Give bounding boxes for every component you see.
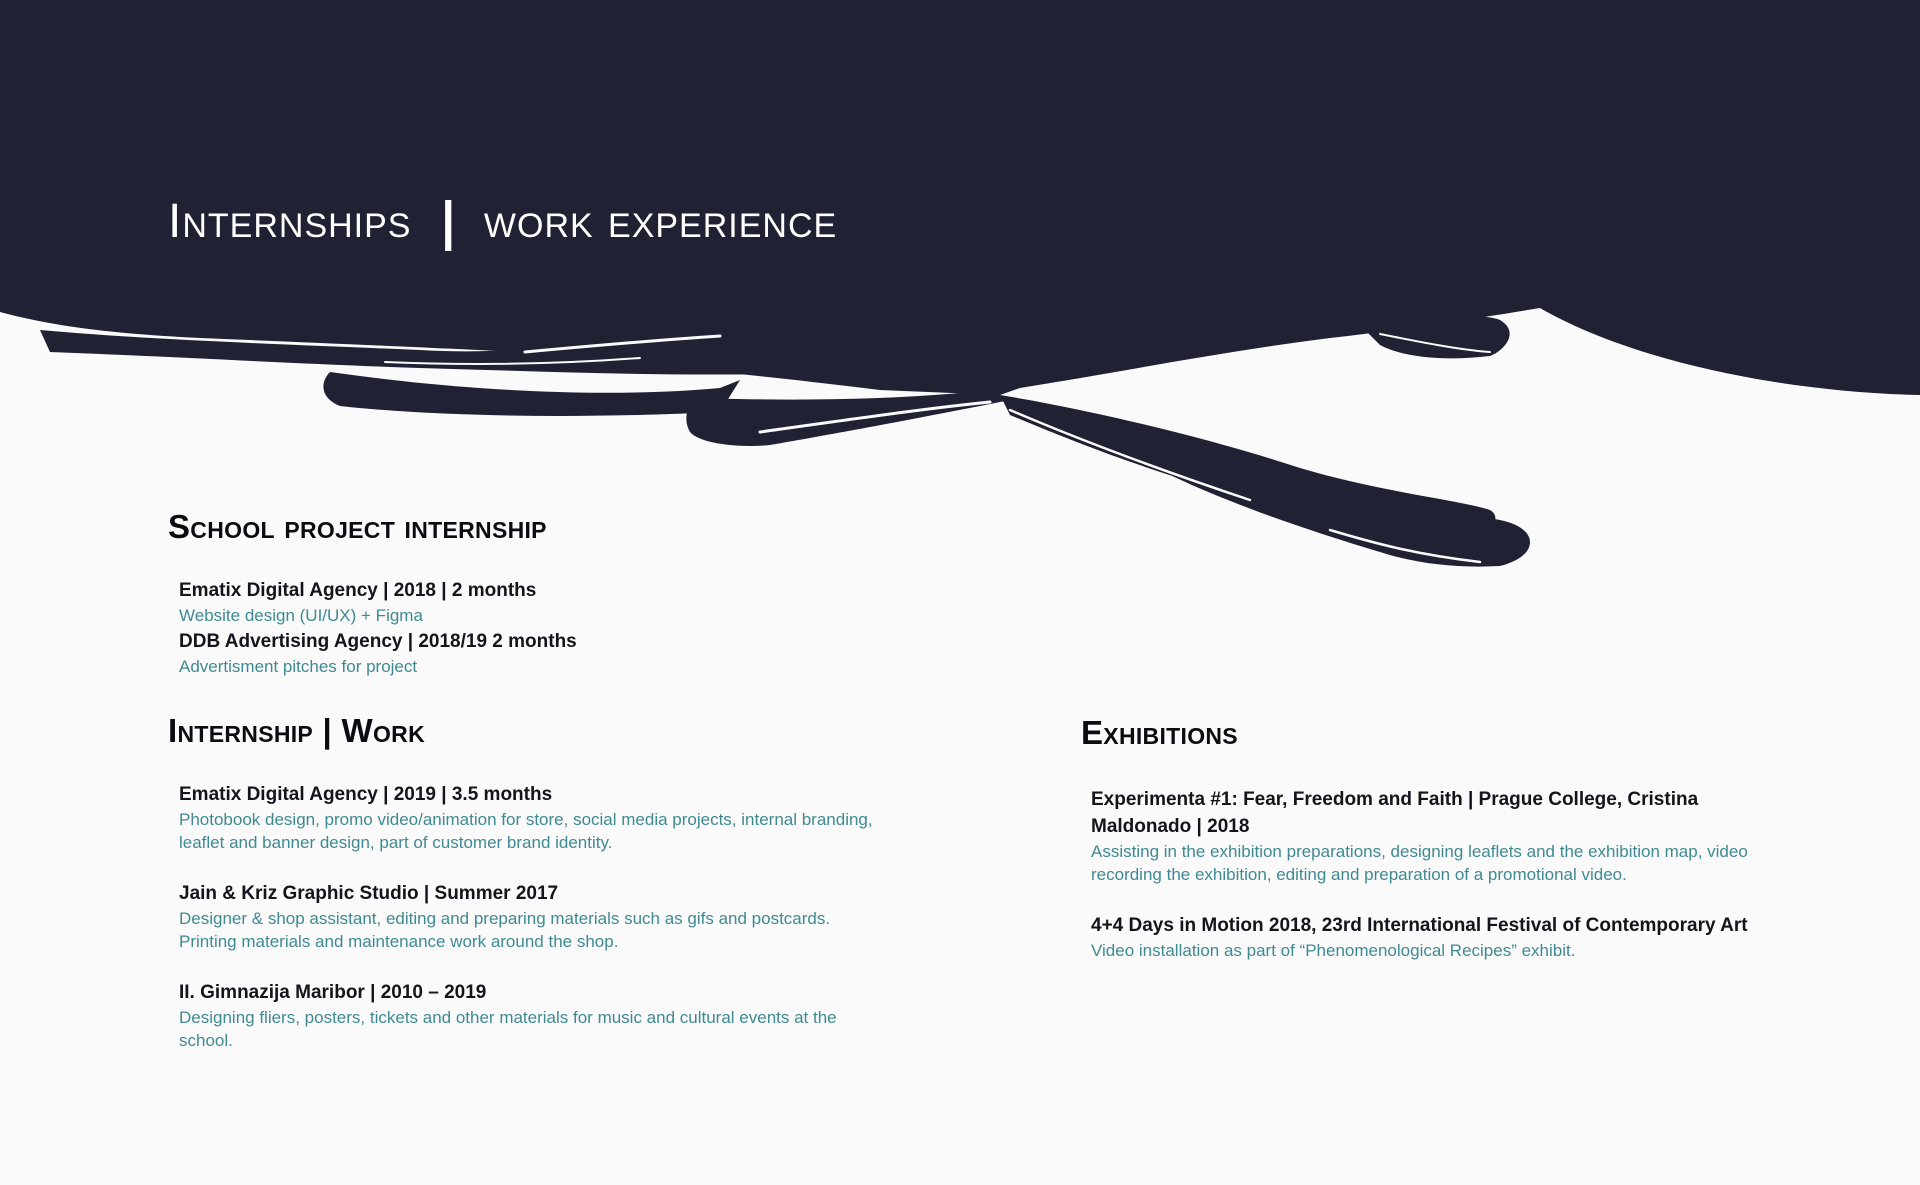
title-separator: |: [441, 191, 456, 252]
brush-stroke-banner: [0, 0, 1920, 580]
list-item: [179, 781, 879, 854]
school-entries: [179, 577, 919, 678]
entry-title: II. Gimnazija Maribor | 2010 – 2019: [179, 982, 487, 1003]
list-item: [179, 880, 879, 953]
entry-description: Designer & shop assistant, editing and preparing materials such as gifs and postcards. Printing materials and maintenance work around the shop.: [179, 909, 831, 951]
entry-title: Ematix Digital Agency | 2019 | 3.5 months: [179, 784, 553, 805]
entry-title: Experimenta #1: Fear, Freedom and Faith | Prague College, Cristina Maldonado | 2018: [1091, 789, 1699, 837]
entry-title: Ematix Digital Agency | 2018 | 2 months: [179, 580, 537, 601]
page-title: [168, 191, 838, 252]
exhibition-entries: [1091, 786, 1771, 962]
work-entries: [179, 781, 879, 1052]
entry-description: Assisting in the exhibition preparations, designing leaflets and the exhibition map, video recording the exhibition, editing and preparation of a promotional video.: [1091, 842, 1748, 884]
entry-description: Advertisment pitches for project: [179, 657, 418, 676]
entry-description: Designing fliers, posters, tickets and other materials for music and cultural events at the school.: [179, 1008, 837, 1050]
school-section-heading: School project internship: [168, 508, 547, 545]
entry-description: Website design (UI/UX) + Figma: [179, 606, 423, 625]
list-item: [179, 979, 879, 1052]
list-item: [179, 628, 919, 678]
entry-description: Video installation as part of “Phenomenological Recipes” exhibit.: [1091, 941, 1576, 960]
list-item: [179, 577, 919, 627]
entry-title: 4+4 Days in Motion 2018, 23rd International Festival of Contemporary Art: [1091, 915, 1748, 936]
entry-description: Photobook design, promo video/animation for store, social media projects, internal branding, leaflet and banner design, part of customer brand identity.: [179, 810, 873, 852]
title-secondary: work experience: [483, 195, 838, 248]
list-item: [1091, 786, 1771, 886]
entry-title: DDB Advertising Agency | 2018/19 2 months: [179, 631, 577, 652]
list-item: [1091, 912, 1771, 962]
entry-title: Jain & Kriz Graphic Studio | Summer 2017: [179, 883, 559, 904]
exhibitions-section-heading: Exhibitions: [1081, 714, 1238, 751]
title-main: Internships: [168, 195, 412, 248]
work-section-heading: Internship | Work: [168, 712, 425, 749]
